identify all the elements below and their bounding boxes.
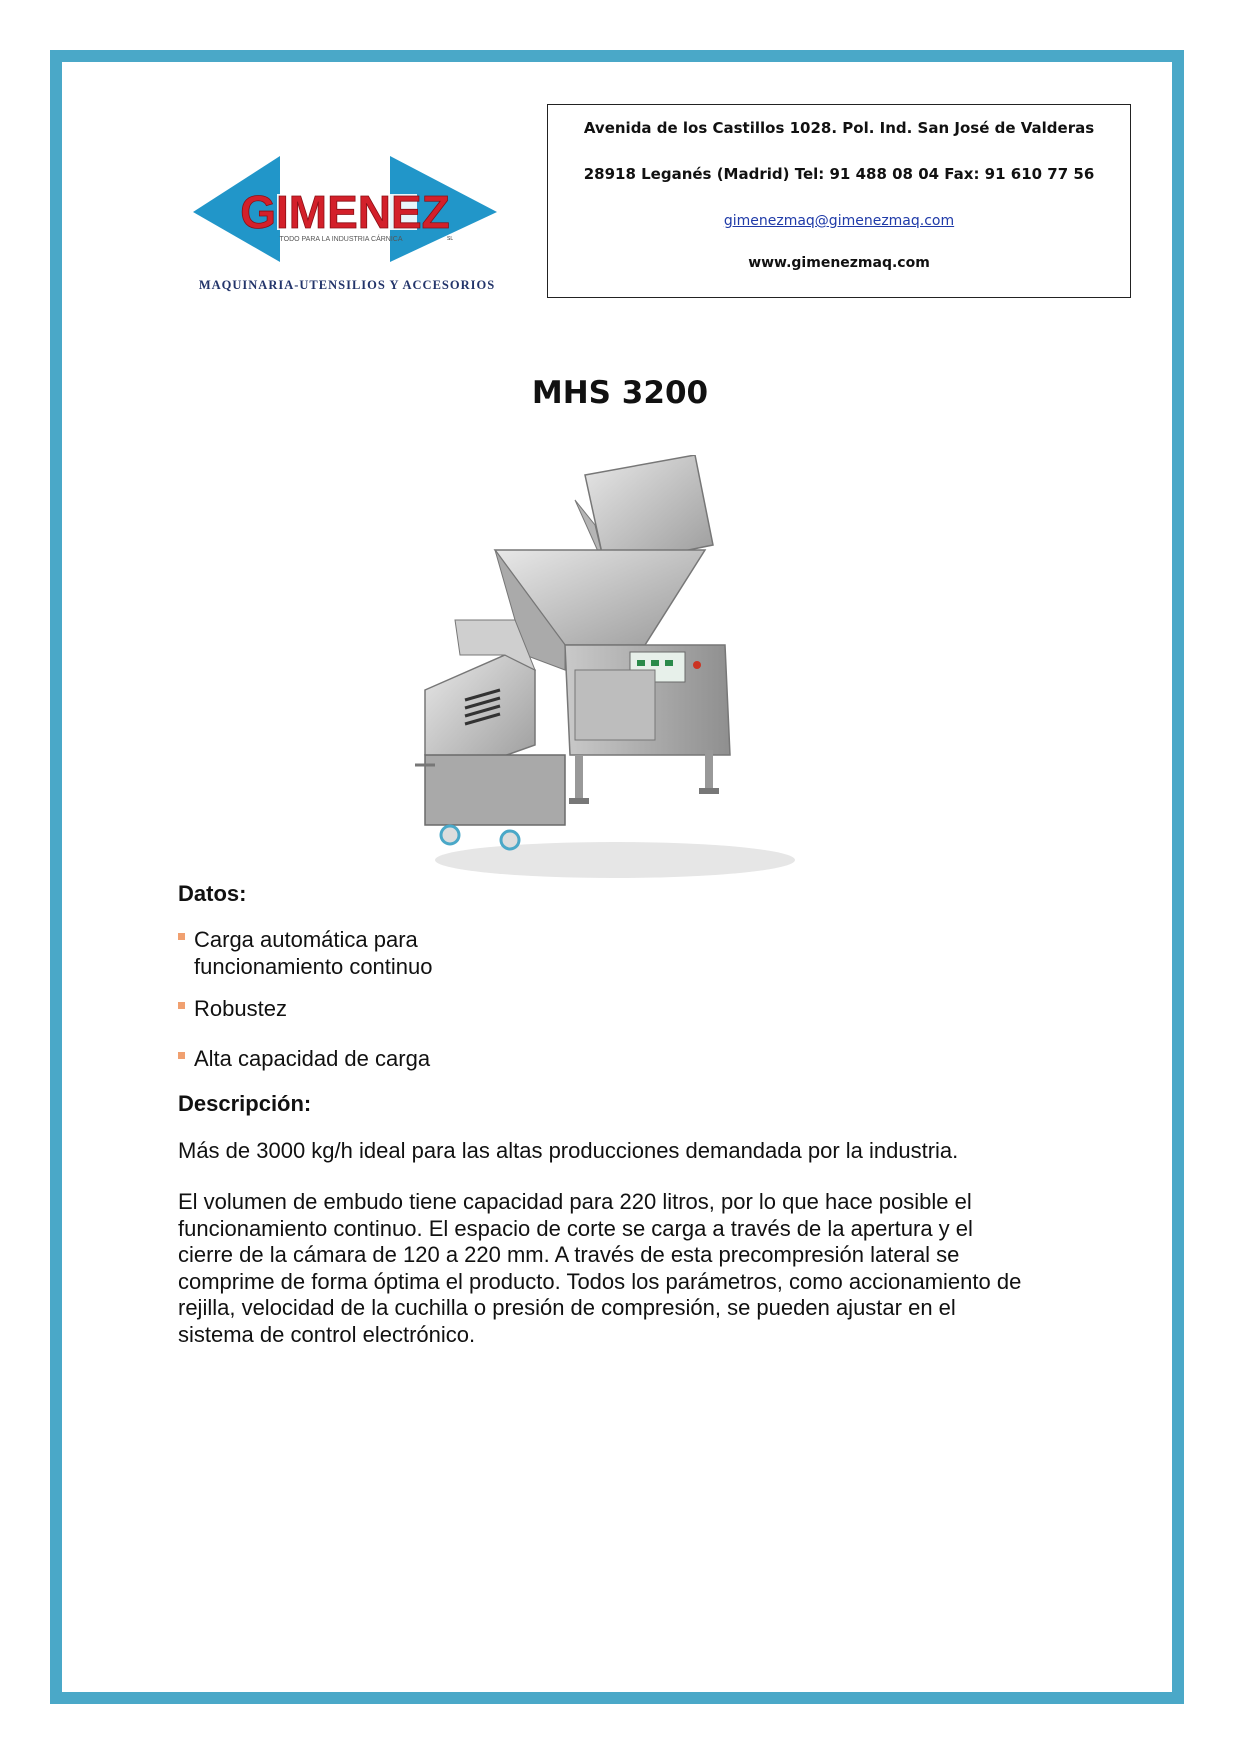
description-paragraph-1: Más de 3000 kg/h ideal para las altas producciones demandada por la industria. bbox=[178, 1138, 959, 1163]
bullet-icon bbox=[178, 1002, 185, 1009]
logo-subtext: TODO PARA LA INDUSTRIA CÁRNICA bbox=[279, 236, 403, 243]
paragraph-line: comprime de forma óptima el producto. Todos los parámetros, como accionamiento de bbox=[178, 1268, 1022, 1294]
paragraph-line: funcionamiento continuo. El espacio de corte se carga a través de la apertura y el bbox=[178, 1215, 973, 1241]
product-title: MHS 3200 bbox=[531, 375, 709, 411]
list-item bbox=[178, 995, 494, 1022]
svg-text:SL: SL bbox=[447, 236, 454, 242]
bullet-icon bbox=[178, 1052, 185, 1059]
gimenez-logo bbox=[185, 150, 505, 295]
list-item-text: Robustez bbox=[194, 996, 287, 1021]
paragraph-line: El volumen de embudo tiene capacidad para 220 litros, por lo que hace posible el bbox=[178, 1189, 972, 1214]
contact-address: Avenida de los Castillos 1028. Pol. Ind. San José de Valderas bbox=[583, 119, 1095, 137]
datos-heading: Datos: bbox=[178, 881, 247, 906]
list-item bbox=[178, 1045, 494, 1072]
logo-text: GIMENEZ bbox=[240, 186, 450, 238]
paragraph-line: rejilla, velocidad de la cuchilla o presión de compresión, se pueden ajustar en el bbox=[178, 1295, 956, 1320]
list-item-text: Carga automática para bbox=[194, 927, 418, 952]
list-item bbox=[178, 926, 494, 980]
description-paragraph-2 bbox=[178, 1189, 1078, 1348]
descripcion-heading: Descripción: bbox=[178, 1091, 312, 1116]
list-item-text: funcionamiento continuo bbox=[194, 954, 433, 979]
paragraph-line: sistema de control electrónico. bbox=[178, 1321, 476, 1347]
list-item-text: Alta capacidad de carga bbox=[194, 1046, 431, 1071]
contact-city-phone: 28918 Leganés (Madrid) Tel: 91 488 08 04 Fax: 91 610 77 56 bbox=[583, 165, 1095, 183]
bullet-icon bbox=[178, 933, 185, 940]
contact-box bbox=[547, 104, 1131, 298]
paragraph-line: cierre de la cámara de 120 a 220 mm. A través de esta precompresión lateral se bbox=[178, 1242, 960, 1267]
machine-image bbox=[405, 455, 825, 915]
logo-tagline: MAQUINARIA-UTENSILIOS Y ACCESORIOS bbox=[198, 278, 496, 292]
contact-email-link[interactable]: gimenezmaq@gimenezmaq.com bbox=[723, 213, 955, 229]
contact-website[interactable]: www.gimenezmaq.com bbox=[748, 255, 930, 271]
